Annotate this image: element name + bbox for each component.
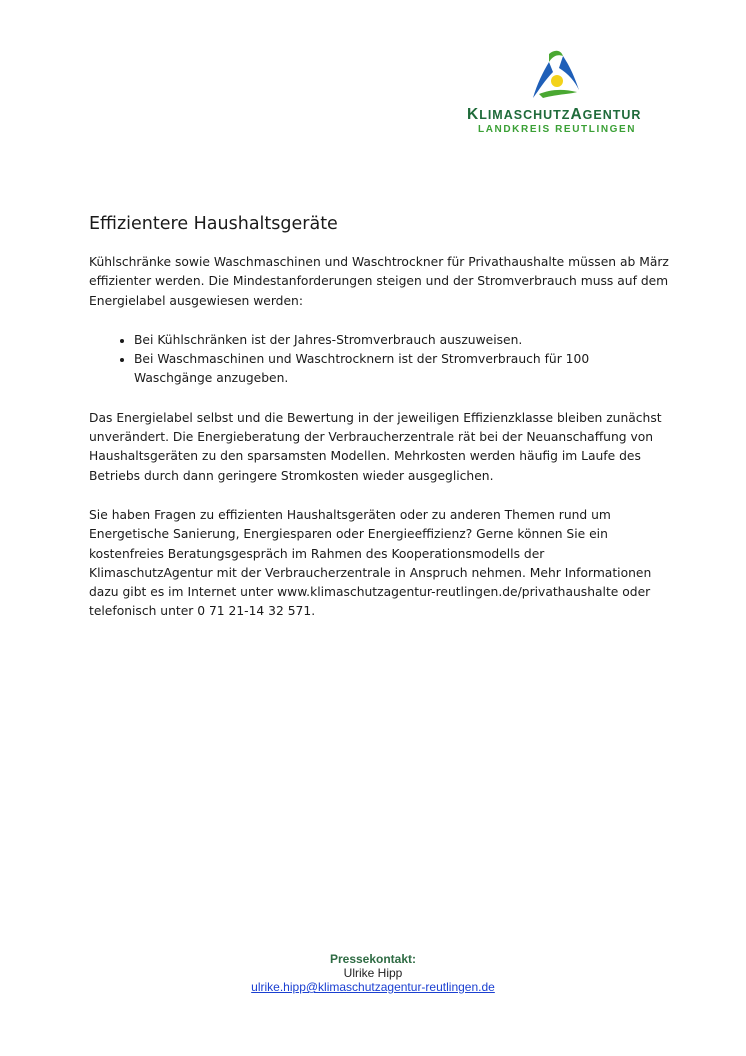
klimaschutzagentur-logo-icon xyxy=(529,48,585,102)
article xyxy=(89,212,669,642)
list-item: • Bei Waschmaschinen und Waschtrocknern ist der Stromverbrauch für 100 Waschgänge anzugeben. xyxy=(134,350,669,389)
logo-title: KLIMASCHUTZAGENTUR xyxy=(467,106,642,123)
logo xyxy=(463,48,655,138)
list-item: • Bei Kühlschränken ist der Jahres-Stromverbrauch auszuweisen. xyxy=(134,331,669,350)
press-contact-name: Ulrike Hipp xyxy=(343,966,403,980)
press-contact xyxy=(0,952,746,994)
logo-subtitle: LANDKREIS REUTLINGEN xyxy=(478,124,637,135)
article-intro: Kühlschränke sowie Waschmaschinen und Waschtrockner für Privathaushalte müssen ab März effizienter werden. Die Mindestanforderungen steigen und der Stromverbrauch muss auf dem Energielabel ausgewiesen werden: xyxy=(89,255,669,308)
bullet-list xyxy=(89,331,669,389)
article-title: Effizientere Haushaltsgeräte xyxy=(89,214,338,234)
article-paragraph-2: Das Energielabel selbst und die Bewertung in der jeweiligen Effizienzklasse bleiben zunächst unverändert. Die Energieberatung der Verbraucherzentrale rät bei der Neuanschaffung von Haushaltsgeräten zu den sparsamsten Modellen. Mehrkosten werden häufig im Laufe des Betriebs durch dann geringere Stromkosten wieder ausgeglichen. xyxy=(89,410,662,483)
article-paragraph-3: Sie haben Fragen zu effizienten Haushaltsgeräten oder zu anderen Themen rund um Energetische Sanierung, Energiesparen oder Energieeffizienz? Gerne können Sie ein kostenfreies Beratungsgespräch im Rahmen des Kooperationsmodells der KlimaschutzAgentur mit der Verbraucherzentrale in Anspruch nehmen. Mehr Informationen dazu gibt es im Internet unter www.klimaschutzagentur-reutlingen.de/privathaushalte oder telefonisch unter 0 71 21-14 32 571. xyxy=(89,507,652,619)
press-contact-email-link[interactable]: ulrike.hipp@klimaschutzagentur-reutlingen.de xyxy=(251,980,495,994)
press-contact-label: Pressekontakt: xyxy=(329,952,417,966)
